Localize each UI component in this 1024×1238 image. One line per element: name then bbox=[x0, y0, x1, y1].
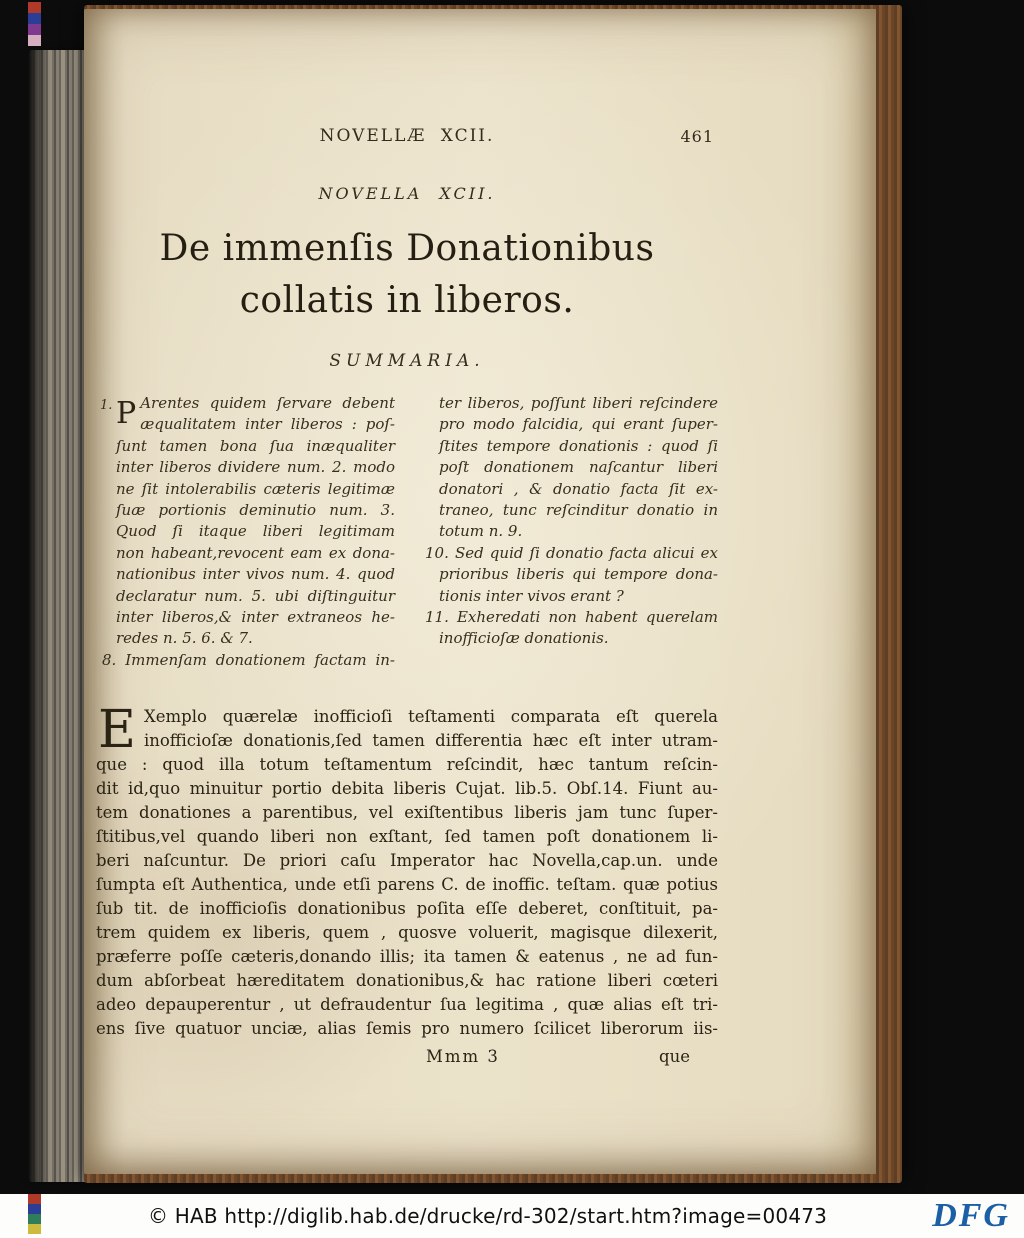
summary-line: 11. Exheredati non habent querelam bbox=[425, 608, 718, 627]
body-line: dit id,quo minuitur portio debita liberis Cujat. lib.5. Obſ.14. Fiunt au- bbox=[96, 779, 718, 798]
main-title-line2: collatis in liberos. bbox=[239, 280, 575, 321]
summary-line: inter liberos,& inter extraneos he- bbox=[116, 608, 395, 627]
main-title-line1: De immenſis Donationibus bbox=[159, 228, 655, 269]
summary-line: 8. Immenſam donationem factam in- bbox=[102, 650, 395, 669]
drop-cap-initial-e: E bbox=[98, 700, 136, 760]
signature-mark: Mmm 3 bbox=[426, 1047, 500, 1066]
calibration-patch bbox=[28, 1224, 41, 1234]
summary-line: traneo, tunc reſcinditur donatio in bbox=[439, 501, 718, 520]
summary-line: æqualitatem inter liberos : poſ- bbox=[140, 415, 395, 434]
summary-line: prioribus liberis qui tempore dona- bbox=[439, 565, 718, 584]
summary-left-column bbox=[102, 393, 395, 675]
calibration-patch bbox=[28, 1214, 41, 1224]
page-surface bbox=[84, 9, 876, 1174]
summary-right-column bbox=[425, 393, 718, 675]
calibration-strip-bottom bbox=[28, 1194, 41, 1234]
calibration-patch bbox=[28, 13, 41, 24]
novella-heading: NOVELLA XCII. bbox=[318, 184, 496, 203]
summary-line: non habeant,revocent eam ex dona- bbox=[116, 543, 395, 562]
calibration-patch bbox=[28, 2, 41, 13]
running-header bbox=[96, 125, 718, 147]
body-line: adeo depauperentur , ut defraudentur ſua legitima , quæ alias eſt tri- bbox=[96, 995, 718, 1014]
calibration-strip-top bbox=[28, 2, 41, 46]
body-line: ſtitibus,vel quando liberi non exſtant, ſed tamen poſt donationem li- bbox=[96, 827, 718, 846]
body-line: dum abſorbeat hæreditatem donationibus,& hac ratione liberi cœteri bbox=[96, 971, 718, 990]
summary-line: poſt donationem naſcantur liberi bbox=[439, 458, 718, 477]
calibration-patch bbox=[28, 1204, 41, 1214]
summary-line: donatori , & donatio facta ſit ex- bbox=[439, 479, 718, 498]
summaria-heading: SUMMARIA. bbox=[329, 351, 485, 371]
summary-line: 10. Sed quid ſi donatio facta alicui ex bbox=[425, 543, 718, 562]
body-line: beri naſcuntur. De priori caſu Imperator hac Novella,cap.un. unde bbox=[96, 851, 718, 870]
summary-line: ſunt tamen bona ſua inæqualiter bbox=[116, 436, 395, 455]
summary-line: nationibus inter vivos num. 4. quod bbox=[116, 565, 395, 584]
running-title: NOVELLÆ XCII. bbox=[319, 126, 495, 146]
book-page-block bbox=[84, 5, 902, 1183]
summary-line: tionis inter vivos erant ? bbox=[439, 586, 624, 605]
calibration-patch bbox=[28, 35, 41, 46]
summary-line: inofficioſæ donationis. bbox=[439, 629, 609, 648]
calibration-patch bbox=[28, 1194, 41, 1204]
calibration-patch bbox=[28, 24, 41, 35]
page-number: 461 bbox=[680, 127, 714, 146]
summary-line: totum n. 9. bbox=[439, 522, 523, 541]
summary-item1-number: 1. bbox=[100, 398, 113, 413]
main-title bbox=[96, 223, 718, 327]
attribution-text: © HAB http://diglib.hab.de/drucke/rd-302/start.htm?image=00473 bbox=[148, 1204, 828, 1228]
body-line: ſumpta eſt Authentica, unde etſi parens C. de inoffic. teſtam. quæ potius bbox=[96, 875, 718, 894]
body-line: que : quod illa totum teſtamentum reſcindit, hæc tantum reſcin- bbox=[96, 755, 718, 774]
summary-line: Arentes quidem ſervare debent bbox=[140, 394, 395, 412]
body-line: tem donationes a parentibus, vel exiſtentibus liberis jam tunc ſuper- bbox=[96, 803, 718, 822]
summary-line: ſtites tempore donationis : quod ſi bbox=[439, 436, 718, 455]
summary-line: declaratur num. 5. ubi diſtinguitur bbox=[116, 586, 395, 605]
drop-cap-initial-p: P bbox=[116, 396, 137, 431]
body-paragraph bbox=[96, 700, 718, 1041]
summary-line: inter liberos dividere num. 2. modo bbox=[116, 458, 395, 477]
body-line: trem quidem ex liberis, quem , quosve voluerit, magisque dilexerit, bbox=[96, 923, 718, 942]
summary-columns bbox=[96, 393, 718, 675]
footer-attribution-bar bbox=[0, 1194, 1024, 1238]
body-line: Xemplo quærelæ inofficioſi teſtamenti comparata eſt querela bbox=[143, 707, 718, 726]
summary-line: pro modo falcidia, qui erant ſuper- bbox=[439, 415, 718, 434]
body-line: præferre poſſe cæteris,donando illis; ita tamen & eatenus , ne ad fun- bbox=[96, 947, 718, 966]
printed-page-content bbox=[84, 9, 876, 1174]
dfg-logo: DFG bbox=[932, 1197, 1010, 1234]
summary-line: redes n. 5. 6. & 7. bbox=[116, 629, 253, 648]
body-line: ens ſive quatuor unciæ, alias ſemis pro numero ſcilicet liberorum iis- bbox=[96, 1019, 718, 1038]
summary-line: ne ſit intolerabilis cæteris legitimæ bbox=[116, 479, 395, 498]
body-line: inofficioſæ donationis,ſed tamen differentia hæc eſt inter utram- bbox=[143, 731, 718, 750]
summary-line: ſuæ portionis deminutio num. 3. bbox=[116, 501, 395, 520]
body-line: ſub tit. de inofficioſis donationibus poſita eſſe deberet, conſtituit, pa- bbox=[96, 899, 718, 918]
catchword: que bbox=[659, 1047, 690, 1066]
signature-row bbox=[96, 1045, 718, 1069]
summary-line: ter liberos, poſſunt liberi reſcindere bbox=[439, 394, 718, 412]
book-spine-page-edges bbox=[28, 50, 88, 1182]
summary-line: Quod ſi itaque liberi legitimam bbox=[116, 522, 395, 541]
